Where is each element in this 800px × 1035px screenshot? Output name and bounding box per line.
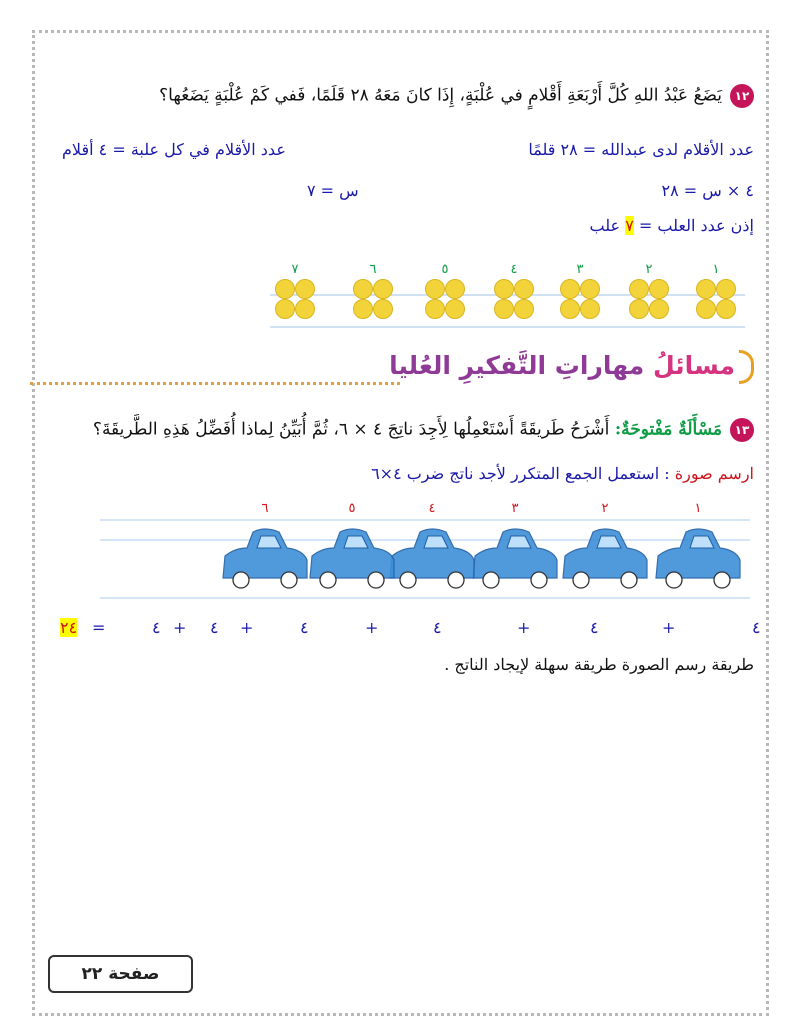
pen-circle — [650, 280, 669, 299]
pen-circle — [495, 280, 514, 299]
heading-part-1: مسائلُ — [652, 351, 735, 380]
cars-illustration — [0, 498, 800, 608]
car-wheel — [714, 572, 730, 588]
pen-boxes-illustration — [0, 255, 800, 335]
draw-instruction — [371, 464, 754, 483]
car-label: ٣ — [511, 501, 519, 516]
pen-box-label: ٧ — [291, 262, 299, 277]
pen-box-7 — [276, 262, 315, 319]
question-13-text: أَشْرَحُ طَريقَةً أَسْتَعْمِلُها لِأَجِدَ ناتِجَ ٤ × ٦، ثُمَّ أُبَيِّنُ لِماذا أُفَضِّلُ هَذِهِ الطَّريقَةَ؟ — [92, 419, 610, 440]
solution-line: س = ٧ — [307, 181, 359, 200]
result-value: ٧ — [625, 216, 634, 235]
question-12 — [39, 84, 754, 108]
plus-sign: + — [517, 618, 531, 637]
plus-sign: + — [662, 618, 676, 637]
car-5 — [310, 501, 394, 588]
draw-label: ارسم صورة — [674, 464, 754, 483]
car-1 — [656, 501, 740, 588]
pen-circle — [697, 300, 716, 319]
car-4 — [390, 501, 474, 588]
question-13 — [39, 418, 754, 442]
car-wheel — [320, 572, 336, 588]
pen-circle — [446, 300, 465, 319]
page-label: صفحة — [108, 964, 160, 984]
pen-circle — [446, 280, 465, 299]
heading-dotted-rule — [30, 382, 400, 385]
conclusion-text: طريقة رسم الصورة طريقة سهلة لإيجاد الناتج . — [444, 655, 754, 674]
page-number-box — [48, 955, 193, 993]
result-line — [590, 216, 754, 235]
result-prefix: إذن عدد العلب = — [638, 216, 754, 235]
pen-circle — [630, 300, 649, 319]
pen-box-6 — [354, 262, 393, 319]
car-wheel — [573, 572, 589, 588]
pen-circle — [581, 300, 600, 319]
pen-circle — [296, 300, 315, 319]
car-wheel — [448, 572, 464, 588]
pen-box-label: ٥ — [441, 262, 449, 277]
car-3 — [473, 501, 557, 588]
sum-term: ٤ — [300, 618, 309, 637]
section-heading — [389, 350, 754, 384]
car-wheel — [531, 572, 547, 588]
car-6 — [223, 501, 307, 588]
plus-sign: + — [240, 618, 254, 637]
pen-box-2 — [630, 262, 669, 319]
pen-circle — [374, 280, 393, 299]
page-number: ٢٢ — [81, 964, 103, 984]
result-suffix: علب — [589, 216, 621, 235]
pen-circle — [697, 280, 716, 299]
repeated-addition — [40, 618, 760, 642]
car-label: ٤ — [428, 501, 436, 516]
equation-line: ٤ × س = ٢٨ — [661, 181, 754, 200]
pen-box-label: ١ — [712, 262, 720, 277]
pen-circle — [495, 300, 514, 319]
pen-circle — [630, 280, 649, 299]
question-number-badge: ١٢ — [730, 84, 754, 108]
pens-total-line: عدد الأقلام لدى عبدالله = ٢٨ قلمًا — [528, 140, 754, 159]
pen-box-label: ٦ — [369, 262, 377, 277]
heading-part-2: مهاراتِ التَّفكيرِ العُليا — [389, 351, 645, 380]
sum-equals: = — [92, 618, 106, 637]
pen-circle — [515, 300, 534, 319]
plus-sign: + — [173, 618, 187, 637]
question-number-badge: ١٣ — [730, 418, 754, 442]
pen-circle — [354, 280, 373, 299]
car-wheel — [400, 572, 416, 588]
pen-circle — [276, 300, 295, 319]
pen-circle — [276, 280, 295, 299]
pen-circle — [561, 280, 580, 299]
sum-term: ٤ — [590, 618, 599, 637]
car-wheel — [281, 572, 297, 588]
pen-box-label: ٣ — [576, 262, 584, 277]
sum-term: ٤ — [433, 618, 442, 637]
pen-box-3 — [561, 262, 600, 319]
pen-box-label: ٤ — [510, 262, 518, 277]
sum-result: ٢٤ — [60, 618, 78, 637]
car-wheel — [483, 572, 499, 588]
pen-circle — [717, 300, 736, 319]
pen-circle — [717, 280, 736, 299]
car-label: ٥ — [348, 501, 356, 516]
pen-circle — [581, 280, 600, 299]
question-13-label: مَسْأَلَةٌ مَفْتوحَةٌ: — [614, 419, 722, 440]
pen-circle — [650, 300, 669, 319]
heading-bracket-icon — [739, 350, 754, 384]
question-12-text: يَضَعُ عَبْدُ اللهِ كُلَّ أَرْبَعَةِ أَقْلامٍ في عُلْبَةٍ، إِذَا كانَ مَعَهُ ٢٨ قَلَمًا، فَفي كَمْ عُلْبَةٍ يَضَعُها؟ — [159, 85, 722, 106]
pen-circle — [296, 280, 315, 299]
car-wheel — [368, 572, 384, 588]
pens-per-box-line: عدد الأقلام في كل علبة = ٤ أقلام — [62, 140, 286, 159]
pen-circle — [426, 300, 445, 319]
pen-circle — [354, 300, 373, 319]
car-wheel — [621, 572, 637, 588]
car-wheel — [233, 572, 249, 588]
pen-circle — [561, 300, 580, 319]
pen-box-1 — [697, 262, 736, 319]
pen-box-4 — [495, 262, 534, 319]
pen-circle — [374, 300, 393, 319]
pen-circle — [426, 280, 445, 299]
car-2 — [563, 501, 647, 588]
sum-term: ٤ — [210, 618, 219, 637]
car-label: ١ — [694, 501, 702, 516]
car-label: ٦ — [261, 501, 269, 516]
pen-box-5 — [426, 262, 465, 319]
draw-text: : استعمل الجمع المتكرر لأجد ناتج ضرب ٤×٦ — [371, 464, 670, 483]
sum-term: ٤ — [752, 618, 761, 637]
sum-term: ٤ — [152, 618, 161, 637]
car-wheel — [666, 572, 682, 588]
pen-box-label: ٢ — [645, 262, 653, 277]
plus-sign: + — [365, 618, 379, 637]
pen-circle — [515, 280, 534, 299]
car-label: ٢ — [601, 501, 609, 516]
